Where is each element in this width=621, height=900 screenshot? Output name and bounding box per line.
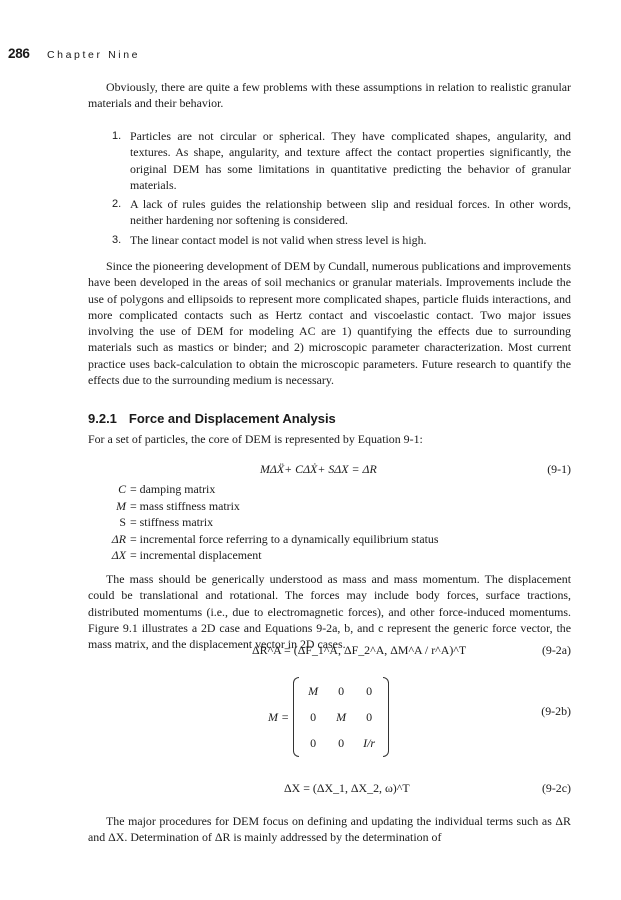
- list-item: 2. A lack of rules guides the relationship between slip and residual forces. In other words, neither hardening nor softening is considered.: [112, 197, 571, 228]
- definition-row: C = damping matrix: [118, 482, 216, 496]
- matrix-cell: 0: [310, 709, 317, 724]
- matrix-cell: 0: [366, 683, 373, 698]
- equation-label: (9-2b): [541, 704, 571, 718]
- intro-paragraph: Obviously, there are quite a few problems with these assumptions in relation to realistic granular materials and their behavior.: [88, 80, 571, 111]
- section-intro: For a set of particles, the core of DEM is represented by Equation 9-1:: [88, 432, 423, 446]
- equation-9-2c: ΔX = (ΔX_1, ΔX_2, ω)^T: [284, 781, 410, 795]
- equation-9-2a: ΔR^A = (ΔF_1^A, ΔF_2^A, ΔM^A / r^A)^T: [252, 643, 467, 657]
- section-heading: 9.2.1 Force and Displacement Analysis: [88, 411, 336, 426]
- problem-list: [112, 128, 571, 251]
- matrix-cell: M: [308, 683, 319, 698]
- right-bracket: [383, 677, 389, 757]
- matrix-cell: 0: [338, 735, 345, 750]
- matrix-cell: M: [336, 709, 347, 724]
- list-item: 1. Particles are not circular or spherical. They have complicated shapes, angularity, and textures. As shape, angularity, and texture affect the contact properties significantly, the original DEM has some limitations in quantitative predicting the behavior of granular materials.: [112, 129, 571, 192]
- chapter-title: Chapter Nine: [47, 49, 141, 61]
- equation-label: (9-2c): [541, 781, 571, 795]
- matrix-cell: 0: [366, 709, 373, 724]
- procedures-paragraph: The major procedures for DEM focus on defining and updating the individual terms such as ΔR and ΔX. Determination of ΔR is mainly addressed by the determination of: [88, 814, 571, 845]
- dem-history-paragraph: Since the pioneering development of DEM by Cundall, numerous publications and improvements have been developed in the areas of soil mechanics or granular materials. Improvements include the use of polygons and ellipsoids to represent more complicated shapes, particle fluids interactions, and more complicated contacts such as Hertz contact and viscoelastic contact. Two major issues involving the use of DEM for modeling AC are 1) quantifying the effects due to surrounding materials such as mastics or binder; and 2) microscopic parameter characterization. Most current practice uses back-calculation to obtain the microscopic parameters. Future research to quantify the effects due to the surrounding medium is necessary.: [88, 259, 571, 388]
- mass-matrix: [299, 678, 383, 756]
- equation-label: (9-2a): [541, 643, 571, 657]
- page-number: 286: [8, 46, 30, 61]
- matrix-cell: I/r: [363, 735, 376, 750]
- definition-row: ΔX = incremental displacement: [111, 548, 262, 563]
- matrix-cell: 0: [310, 735, 317, 750]
- mass-paragraph: The mass should be generically understood as mass and mass momentum. The displacement could be translational and rotational. The forces may include body forces, surface tractions, distributed momentums (i.e., due to electromagnetic forces), and other force-induced momentums. Figure 9.1 illustrates a 2D case and Equations 9-2a, b, and c represent the generic force vector, the mass matrix, and the displacement vector in 2D cases.: [88, 572, 571, 652]
- equation-9-1: MΔẌ+ CΔẊ+ SΔX = ΔR: [260, 462, 377, 476]
- definition-list: [88, 481, 438, 564]
- definition-row: M = mass stiffness matrix: [116, 498, 240, 513]
- equation-label: (9-1): [547, 462, 571, 476]
- equation-9-2b: M = M 0 0 0 M 0 0 0 I/r: [268, 677, 389, 757]
- definition-row: ΔR = incremental force referring to a dynamically equilibrium status: [111, 531, 439, 546]
- definition-row: S = stiffness matrix: [119, 515, 214, 530]
- list-item: 3. The linear contact model is not valid when stress level is high.: [112, 232, 427, 247]
- matrix-cell: 0: [338, 683, 345, 698]
- page-header: [8, 46, 140, 62]
